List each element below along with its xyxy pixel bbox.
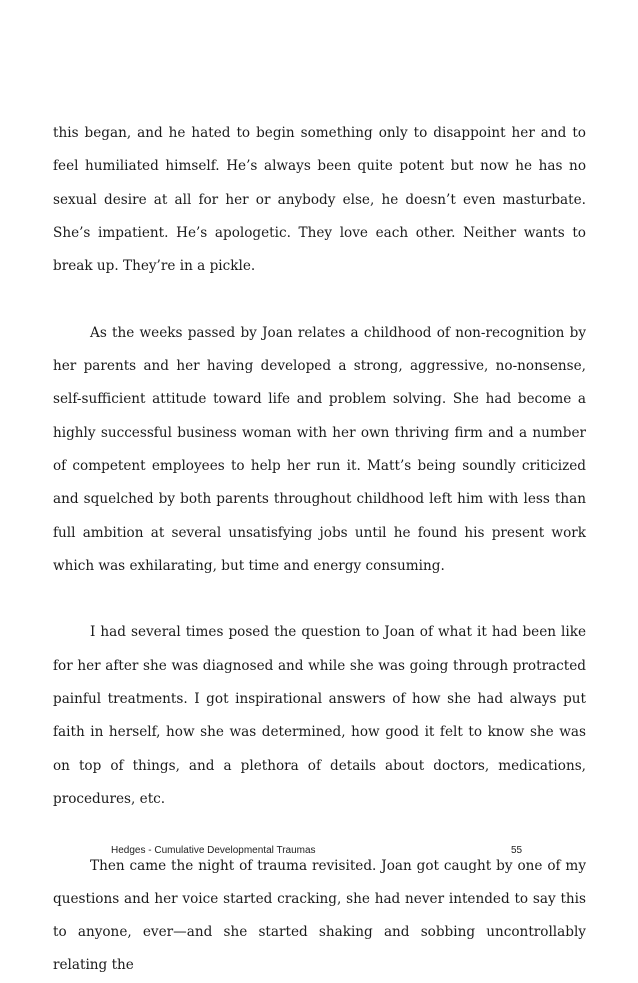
paragraph-trauma-revisited: Then came the night of trauma revisited. Joan got caught by one of my questions and her voice started cracking, she had never intended to say this to anyone, ever—and she started shaking and sobbing uncontrollably relating the (53, 857, 586, 974)
page-number: 55 (511, 845, 523, 856)
page-footer (0, 845, 638, 859)
paragraph-continued: this began, and he hated to begin something only to disappoint her and to feel humiliated himself. He’s always been quite potent but now he has no sexual desire at all for her or anybody else, he doesn’t even masturbate. She’s impatient. He’s apologetic. They love each other. Neither wants to break up. They’re in a pickle. (53, 125, 586, 275)
footer-title: Hedges - Cumulative Developmental Traumas (111, 845, 316, 856)
paragraph-weeks-passed: As the weeks passed by Joan relates a childhood of non-recognition by her parents and her having developed a strong, aggressive, no-nonsense, self-sufficient attitude toward life and problem solving. She had become a highly successful business woman with her own thriving firm and a number of competent employees to help her run it. Matt’s being soundly criticized and squelched by both parents throughout childhood left him with less than full ambition at several unsatisfying jobs until he found his present work which was exhilarating, but time and energy consuming. (53, 324, 586, 574)
paragraph-posed-question: I had several times posed the question to Joan of what it had been like for her after she was diagnosed and while she was going through protracted painful treatments. I got inspirational answers of how she had always put faith in herself, how she was determined, how good it felt to know she was on top of things, and a plethora of details about doctors, medications, procedures, etc. (53, 624, 586, 807)
